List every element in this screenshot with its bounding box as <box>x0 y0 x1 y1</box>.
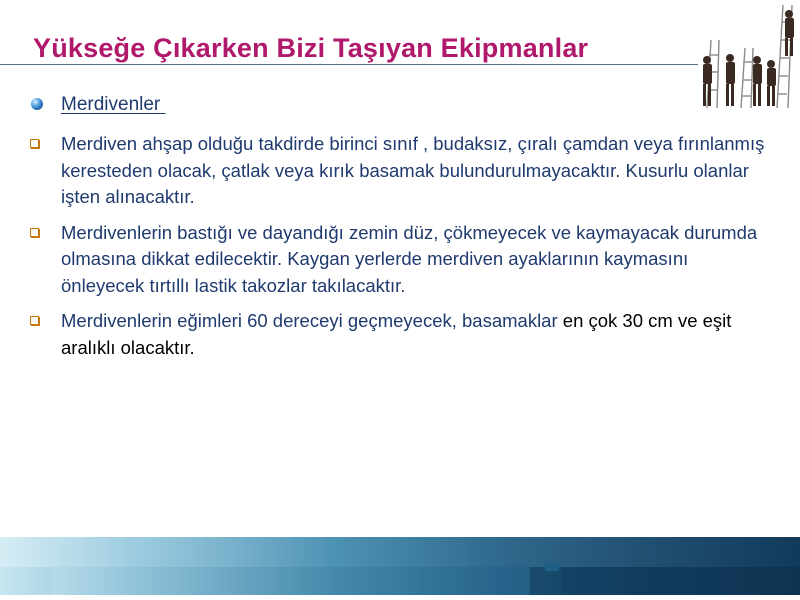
bullet-item <box>30 220 770 300</box>
footer-gradient-strip <box>0 537 800 567</box>
square-bullet-icon <box>30 228 39 237</box>
footer-decorative-band <box>0 537 800 600</box>
footer-bottom-line <box>0 595 800 600</box>
bullet-item-text-continued: en çok 30 cm ve eşit aralıklı olacaktır. <box>61 310 732 358</box>
section-heading: Merdivenler <box>61 94 166 115</box>
square-bullet-icon <box>30 316 39 325</box>
slide-title: Yükseğe Çıkarken Bizi Taşıyan Ekipmanlar <box>33 33 589 63</box>
bullet-item-text: Merdivenlerin eğimleri 60 dereceyi geçmeyecek, basamaklar <box>61 310 563 331</box>
title-underline-divider <box>0 64 698 65</box>
bullet-item-text: Merdivenlerin bastığı ve dayandığı zemin düz, çökmeyecek ve kaymayacak durumda olmasına dikkat edilecektir. Kaygan yerlerde merdiven ayaklarının kaymasını önleyecek tırtıllı lastik takozlar takılacaktır. <box>61 221 758 296</box>
blue-sphere-bullet-icon <box>31 98 43 110</box>
footer-block-light <box>52 567 562 595</box>
bullet-item-text: Merdiven ahşap olduğu takdirde birinci sınıf , budaksız, çıralı çamdan veya fırınlanmış keresteden olacak, çatlak veya kırık basamak bulundurulmayacaktır. Kusurlu olanlar işten alınacaktır. <box>61 133 765 207</box>
footer-block-dark <box>530 567 800 595</box>
bullet-item <box>30 308 770 361</box>
square-bullet-icon <box>30 139 39 148</box>
slide-content <box>30 92 770 361</box>
bullet-item <box>30 131 770 211</box>
footer-mark <box>545 563 559 571</box>
section-heading-row <box>30 92 770 124</box>
